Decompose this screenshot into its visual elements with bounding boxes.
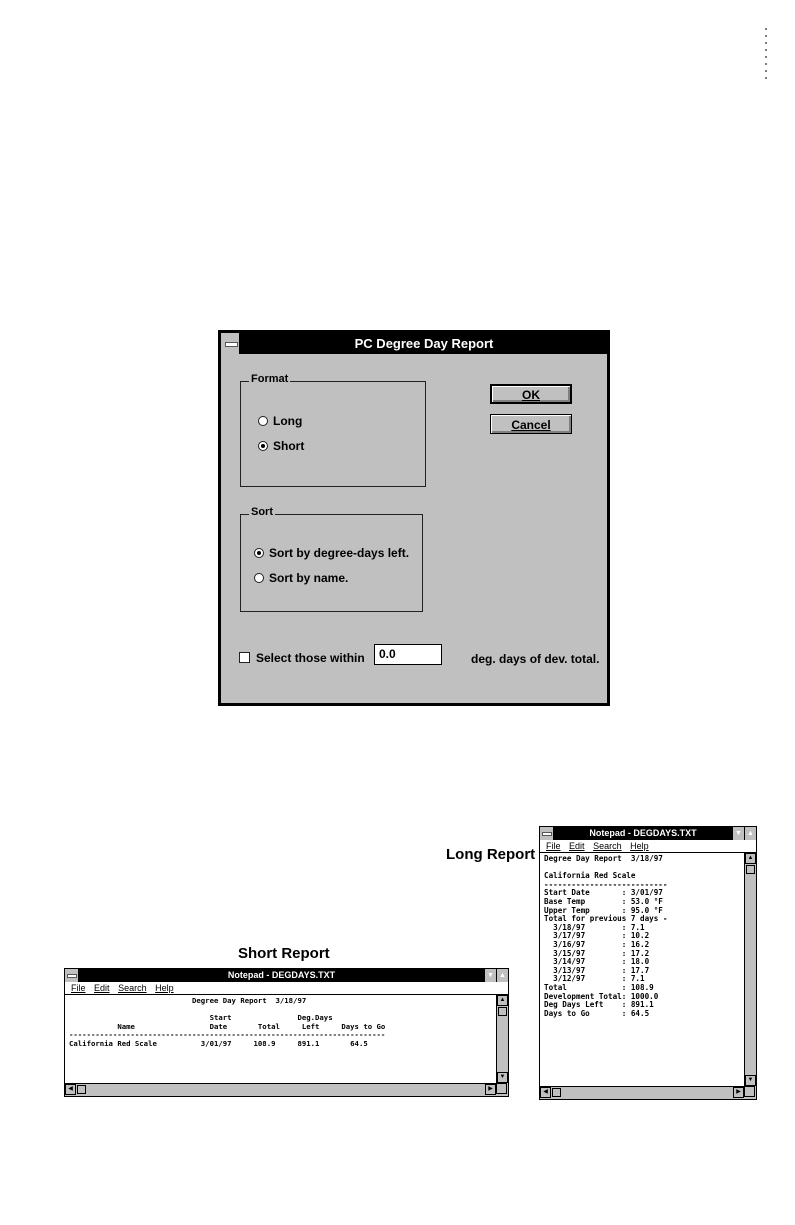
minimize-icon[interactable]: ▼ <box>484 969 496 982</box>
ok-button-label: OK <box>522 388 540 402</box>
format-short-radio[interactable] <box>258 439 304 453</box>
notepad-titlebar[interactable] <box>65 969 508 982</box>
scroll-thumb[interactable] <box>77 1085 86 1094</box>
sort-group-label: Sort <box>251 506 273 518</box>
vertical-scrollbar[interactable] <box>496 995 508 1083</box>
long-report-caption: Long Report <box>446 846 536 863</box>
short-report-caption: Short Report <box>238 945 330 962</box>
cancel-button[interactable] <box>490 414 572 434</box>
system-menu-icon[interactable] <box>540 827 554 840</box>
notepad-title: Notepad - DEGDAYS.TXT <box>589 828 697 838</box>
menu-edit[interactable]: Edit <box>94 983 110 993</box>
short-report-text: Degree Day Report 3/18/97 Start Deg.Days Name Date Total Left Days to Go ------------------------------------------------------------------------ California Red Scale 3/01/97 108.9 891.1 64.5 <box>69 996 386 1048</box>
menu-help[interactable]: Help <box>630 841 649 851</box>
scroll-left-arrow-icon[interactable]: ◀ <box>540 1087 551 1098</box>
notepad-menubar <box>65 982 508 995</box>
notepad-menubar <box>540 840 756 853</box>
radio-selected-icon <box>254 548 264 558</box>
degree-day-report-dialog <box>218 330 610 706</box>
dialog-body <box>221 333 607 703</box>
long-report-text: Degree Day Report 3/18/97 California Red Scale --------------------------- Start Date : 3/01/97 Base Temp : 53.0 °F Upper Temp : 95.0 °F Total for previous 7 days - 3/18/97 : 7.1 3/17/97 : 10.2 3/16/97 : 16.2 3/15/97 : 17.2 3/14/97 : 18.0 3/13/97 : 17.7 3/12/97 : 7.1 Total : 108.9 Development Total: 1000.0 Deg Days Left : 891.1 Days to Go : 64.5 <box>544 854 668 1018</box>
format-group-label: Format <box>251 373 289 385</box>
short-report-text-area[interactable] <box>65 995 496 1083</box>
scroll-thumb[interactable] <box>552 1088 561 1097</box>
menu-search[interactable]: Search <box>593 841 622 851</box>
system-menu-icon[interactable] <box>65 969 79 982</box>
notepad-titlebar[interactable] <box>540 827 756 840</box>
horizontal-scrollbar[interactable] <box>540 1086 744 1099</box>
radio-unselected-icon <box>258 416 268 426</box>
format-group <box>240 373 426 487</box>
system-menu-icon[interactable] <box>221 333 241 354</box>
horizontal-scrollbar[interactable] <box>65 1083 496 1096</box>
sort-by-name-radio[interactable] <box>254 571 348 585</box>
sort-by-name-label: Sort by name. <box>269 571 349 585</box>
scroll-down-arrow-icon[interactable]: ▼ <box>497 1072 508 1083</box>
radio-unselected-icon <box>254 573 264 583</box>
scroll-corner <box>744 1086 755 1097</box>
maximize-icon[interactable]: ▲ <box>744 827 756 840</box>
maximize-icon[interactable]: ▲ <box>496 969 508 982</box>
select-within-checkbox[interactable] <box>239 652 250 663</box>
select-within-label: Select those within <box>256 651 365 665</box>
format-long-label: Long <box>273 414 303 428</box>
scroll-left-arrow-icon[interactable]: ◀ <box>65 1084 76 1095</box>
radio-selected-icon <box>258 441 268 451</box>
scroll-right-arrow-icon[interactable]: ▶ <box>485 1084 496 1095</box>
menu-help[interactable]: Help <box>155 983 174 993</box>
scroll-thumb[interactable] <box>498 1007 507 1016</box>
scroll-up-arrow-icon[interactable]: ▲ <box>745 853 756 864</box>
long-report-notepad-window <box>539 826 757 1100</box>
minimize-icon[interactable]: ▼ <box>732 827 744 840</box>
dialog-titlebar[interactable] <box>221 333 607 354</box>
deg-days-input[interactable]: 0.0 <box>374 644 442 665</box>
menu-file[interactable]: File <box>546 841 561 851</box>
ok-button[interactable] <box>490 384 572 404</box>
menu-search[interactable]: Search <box>118 983 147 993</box>
scroll-corner <box>496 1083 507 1094</box>
menu-file[interactable]: File <box>71 983 86 993</box>
scroll-thumb[interactable] <box>746 865 755 874</box>
short-report-notepad-window <box>64 968 509 1097</box>
sort-by-degree-days-label: Sort by degree-days left. <box>269 546 410 560</box>
menu-edit[interactable]: Edit <box>569 841 585 851</box>
long-report-text-area[interactable] <box>540 853 744 1086</box>
sort-group <box>240 506 423 612</box>
margin-dots <box>764 28 768 84</box>
vertical-scrollbar[interactable] <box>744 853 756 1086</box>
scroll-right-arrow-icon[interactable]: ▶ <box>733 1087 744 1098</box>
cancel-button-label: Cancel <box>511 418 551 432</box>
format-short-label: Short <box>273 439 305 453</box>
notepad-title: Notepad - DEGDAYS.TXT <box>227 970 336 980</box>
scroll-down-arrow-icon[interactable]: ▼ <box>745 1075 756 1086</box>
deg-days-suffix-label: deg. days of dev. total. <box>471 652 600 666</box>
dialog-title: PC Degree Day Report <box>354 336 494 351</box>
scroll-up-arrow-icon[interactable]: ▲ <box>497 995 508 1006</box>
sort-by-degree-days-radio[interactable] <box>254 546 409 560</box>
format-long-radio[interactable] <box>258 414 302 428</box>
